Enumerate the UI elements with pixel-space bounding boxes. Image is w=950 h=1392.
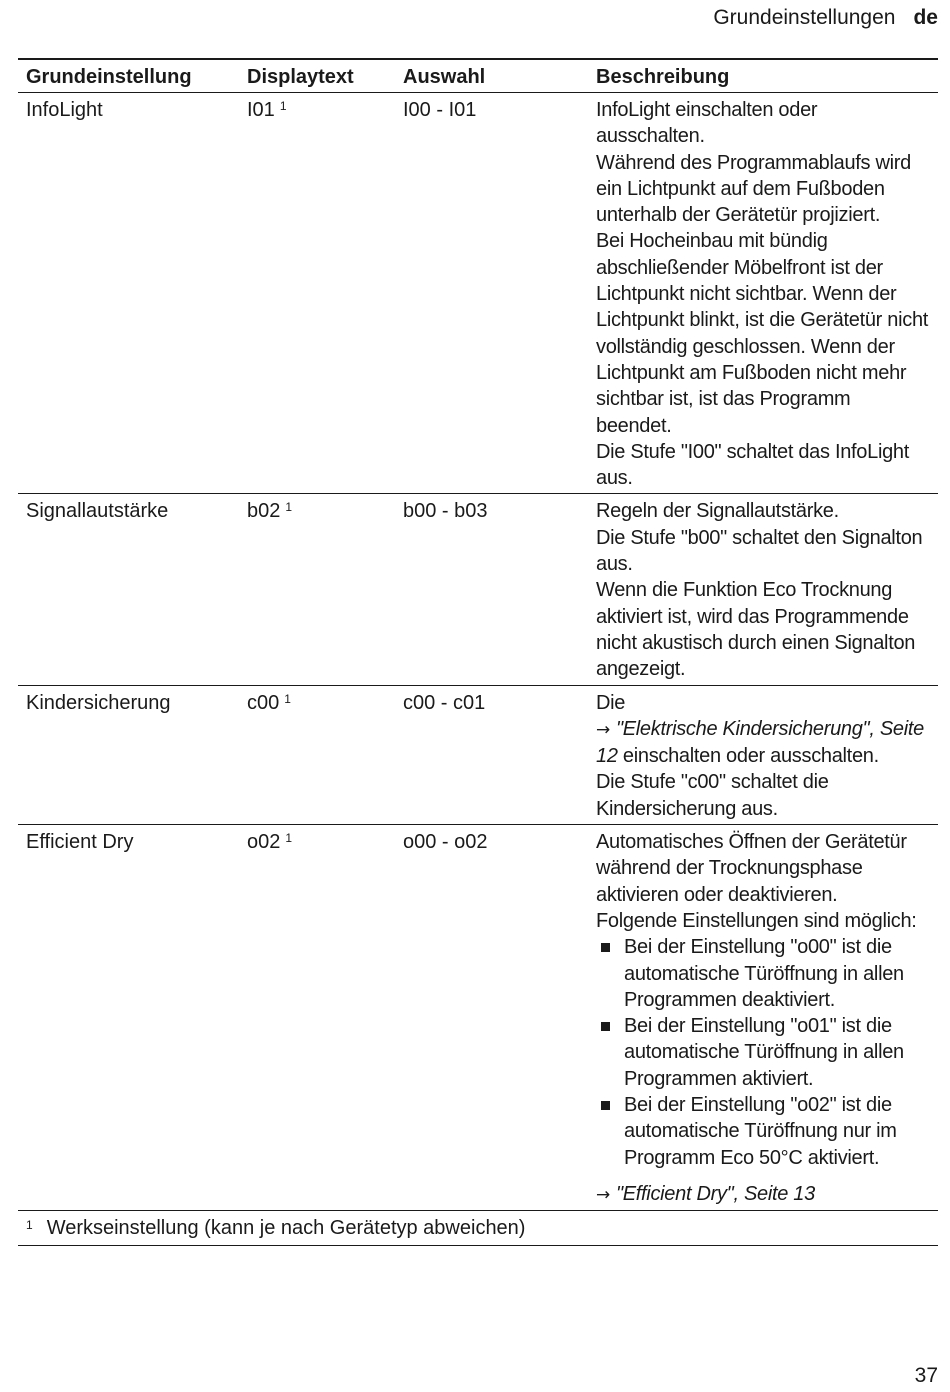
column-header-display: Displaytext bbox=[247, 66, 354, 88]
language-code: de bbox=[913, 6, 938, 29]
footnote-text: Werkseinstellung (kann je nach Gerätetyp abweichen) bbox=[46, 1217, 526, 1240]
description-cell bbox=[588, 93, 938, 494]
selection-range: I00 - I01 bbox=[403, 99, 477, 121]
selection-range: b00 - b03 bbox=[403, 500, 488, 523]
setting-name: Signallautstärke bbox=[26, 500, 169, 523]
header-title: Grundeinstellungen bbox=[713, 6, 896, 29]
description-cell bbox=[588, 494, 938, 685]
table-row bbox=[18, 685, 938, 824]
settings-sheet bbox=[18, 58, 938, 1246]
table-row bbox=[18, 494, 938, 685]
page-number: 37 bbox=[914, 1364, 938, 1387]
table-footnote bbox=[18, 1211, 938, 1246]
description-paragraph: Die Stufe "I00" schaltet das InfoLight aus. bbox=[596, 440, 909, 490]
description-paragraph: Die Stufe "c00" schaltet die Kindersicherung aus. bbox=[596, 771, 829, 820]
column-header-range: Auswahl bbox=[403, 66, 486, 88]
cross-reference bbox=[596, 1181, 930, 1208]
setting-name: Efficient Dry bbox=[26, 831, 134, 854]
display-text bbox=[239, 494, 395, 685]
column-header-description: Beschreibung bbox=[596, 66, 730, 88]
display-code: I01 bbox=[247, 99, 275, 121]
description-paragraph: Bei Hocheinbau mit bündig abschließender Möbelfront ist der Lichtpunkt nicht sichtbar. Wenn der Lichtpunkt blinkt, ist die Gerätetür nicht vollständig geschlossen. Wenn der Lichtpunkt am Fußboden nicht mehr sichtbar ist, ist das Programm beendet. bbox=[596, 230, 929, 437]
display-code: o02 bbox=[247, 831, 281, 854]
list-item: Bei der Einstellung "o02" ist die automatische Türöffnung nur im Programm Eco 50°C aktiviert. bbox=[596, 1092, 930, 1171]
selection-range: o00 - o02 bbox=[403, 831, 488, 854]
running-header bbox=[713, 6, 938, 30]
setting-name: InfoLight bbox=[26, 99, 103, 121]
footnote-ref: 1 bbox=[284, 691, 291, 706]
description-text: einschalten oder ausschalten. bbox=[622, 745, 879, 768]
display-code: b02 bbox=[247, 500, 281, 523]
description-cell bbox=[588, 825, 938, 1211]
description-paragraph: Automatisches Öffnen der Gerätetür während der Trocknungsphase aktivieren oder deaktivieren. bbox=[596, 831, 907, 906]
settings-table bbox=[18, 58, 938, 1211]
list-item: Bei der Einstellung "o00" ist die automatische Türöffnung in allen Programmen deaktiviert. bbox=[596, 934, 930, 1013]
column-header-setting: Grundeinstellung bbox=[26, 66, 192, 88]
setting-name: Kindersicherung bbox=[26, 691, 171, 714]
description-intro: Die bbox=[596, 691, 626, 714]
description-paragraph: Folgende Einstellungen sind möglich: bbox=[596, 909, 917, 932]
description-paragraph bbox=[596, 690, 930, 770]
description-cell bbox=[588, 685, 938, 824]
footnote-ref: 1 bbox=[285, 500, 293, 515]
table-header-row bbox=[18, 59, 938, 93]
footnote-ref: 1 bbox=[279, 99, 287, 113]
description-paragraph: Regeln der Signallautstärke. bbox=[596, 500, 839, 523]
description-paragraph: Die Stufe "b00" schaltet den Signalton aus. bbox=[596, 526, 923, 576]
bullet-list bbox=[596, 934, 930, 1171]
description-paragraph: Während des Programmablaufs wird ein Lichtpunkt auf dem Fußboden unterhalb der Gerätetür projiziert. bbox=[596, 151, 911, 227]
list-item: Bei der Einstellung "o01" ist die automatische Türöffnung in allen Programmen aktiviert. bbox=[596, 1013, 930, 1092]
display-text bbox=[239, 825, 395, 1211]
description-paragraph: InfoLight einschalten oder ausschalten. bbox=[596, 99, 818, 148]
footnote-ref: 1 bbox=[285, 831, 293, 846]
table-row bbox=[18, 93, 938, 494]
cross-reference-link[interactable]: "Efficient Dry", Seite 13 bbox=[615, 1182, 815, 1205]
table-row bbox=[18, 825, 938, 1211]
arrow-icon: → bbox=[596, 719, 610, 740]
footnote-mark: 1 bbox=[26, 1218, 33, 1233]
cross-reference-link[interactable]: "Elektrische Kindersicherung", Seite 12 bbox=[596, 717, 924, 768]
description-paragraph: Wenn die Funktion Eco Trocknung aktiviert ist, wird das Programmende nicht akustisch durch einen Signalton angezeigt. bbox=[596, 579, 916, 681]
arrow-icon: → bbox=[596, 1184, 610, 1205]
display-text bbox=[239, 685, 395, 824]
display-code: c00 bbox=[247, 691, 280, 714]
selection-range: c00 - c01 bbox=[403, 691, 486, 714]
display-text bbox=[239, 93, 395, 494]
